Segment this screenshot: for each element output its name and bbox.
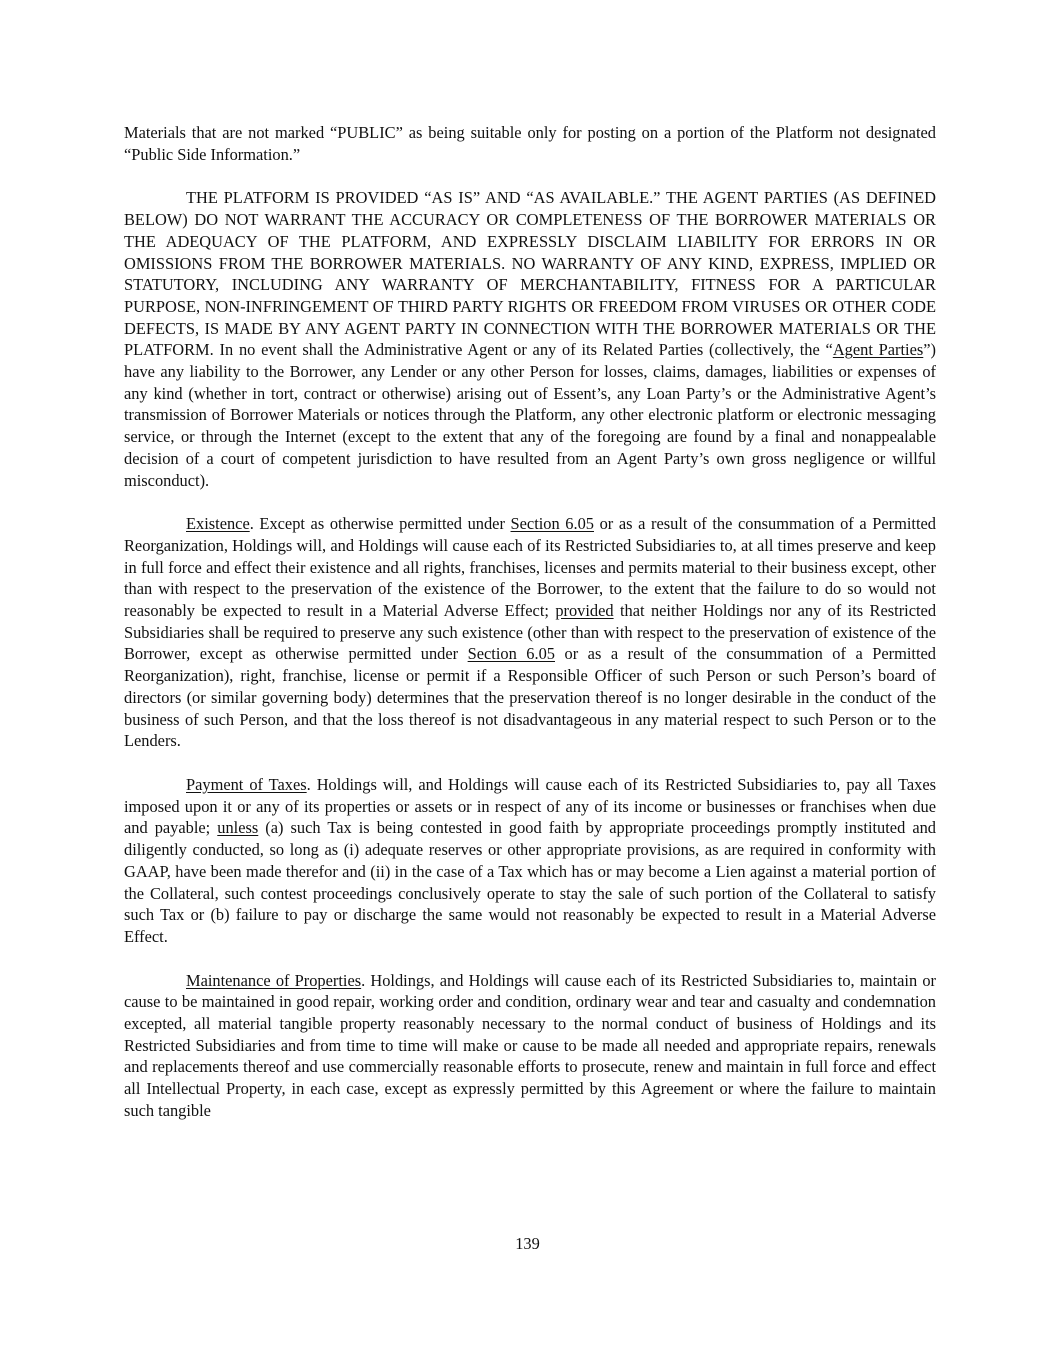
paragraph-text: . Except as otherwise permitted under [249,514,511,534]
page-number: 139 [515,1234,540,1253]
paragraph-text: . Holdings will, and Holdings will cause each of its Restricted Subsidiaries to, pay all Taxes imposed upon it or any of its properties or assets or in respect of any of its income or businesses or franchises when due and payable; [124,774,936,838]
section-heading-existence: Existence [186,514,250,534]
paragraph-materials-public [124,122,936,165]
section-heading-payment-of-taxes: Payment of Taxes [186,774,307,794]
paragraph-text: that neither Holdings nor any of its Restricted Subsidiaries shall be required to preserve any such existence (other than with respect to the preservation of existence of the Borrower, except as otherwise permitted under [124,601,937,664]
paragraph-existence [124,513,936,752]
section-reference: Section 6.05 [510,514,594,534]
paragraph-text: or as a result of the consummation of a Permitted Reorganization, Holdings will, and Holdings will cause each of its Restricted Subsidiaries to, at all times preserve and keep in full force and effect their existence and all rights, franchises, licenses and permits material to their business except, other than with respect to the preservation of the existence of the Borrower, to the extent that the failure to do so would not reasonably be expected to result in a Material Adverse Effect; [124,514,936,621]
paragraph-payment-of-taxes [124,774,936,948]
body-text [124,122,936,1144]
paragraph-text: ”) have any liability to the Borrower, any Lender or any other Person for losses, claims, damages, liabilities or expenses of any kind (whether in tort, contract or otherwise) arising out of Essent’s, any Loan Party’s or the Administrative Agent’s transmission of Borrower Materials or notices through the Platform, any other electronic platform or electronic messaging service, or through the Internet (except to the extent that any of the foregoing are found by a final and nonappealable decision of a court of competent jurisdiction to have resulted from an Agent Party’s own gross negligence or willful misconduct). [124,340,937,490]
section-reference: Section 6.05 [467,644,555,664]
paragraph-maintenance-of-properties [124,970,936,1122]
section-heading-maintenance-of-properties: Maintenance of Properties [186,970,362,990]
condition-term-unless: unless [217,818,259,838]
paragraph-text: . Holdings, and Holdings will cause each of its Restricted Subsidiaries to, maintain or cause to be maintained in good repair, working order and condition, ordinary wear and tear and casualty and condemnation excepted, all material tangible property reasonably necessary to the normal conduct of business of Holdings and its Restricted Subsidiaries and from time to time will make or cause to be made all needed and appropriate repairs, renewals and replacements thereof and use commercially reasonable efforts to prosecute, renew and maintain in full force and effect all Intellectual Property, in each case, except as expressly permitted by this Agreement or where the failure to maintain such tangible [124,970,937,1120]
proviso-term: provided [555,601,614,621]
paragraph-text: (a) such Tax is being contested in good faith by appropriate proceedings promptly instituted and diligently conducted, so long as (i) adequate reserves or other appropriate provisions, as are required in conformity with GAAP, have been made therefor and (ii) in the case of a Tax which has or may become a Lien against a material portion of the Collateral, such contest proceedings conclusively operate to stay the sale of such portion of the Collateral to satisfy such Tax or (b) failure to pay or discharge the same would not reasonably be expected to result in a Material Adverse Effect. [124,818,936,946]
paragraph-text: Materials that are not marked “PUBLIC” as being suitable only for posting on a portion of the Platform not designated “Public Side Information.” [124,123,936,164]
paragraph-text: THE PLATFORM IS PROVIDED “AS IS” AND “AS AVAILABLE.” THE AGENT PARTIES (AS DEFINED BELOW) DO NOT WARRANT THE ACCURACY OR COMPLETENESS OF THE BORROWER MATERIALS OR THE ADEQUACY OF THE PLATFORM, AND EXPRESSLY DISCLAIM LIABILITY FOR ERRORS IN OR OMISSIONS FROM THE BORROWER MATERIALS. NO WARRANTY OF ANY KIND, EXPRESS, IMPLIED OR STATUTORY, INCLUDING ANY WARRANTY OF MERCHANTABILITY, FITNESS FOR A PARTICULAR PURPOSE, NON-INFRINGEMENT OF THIRD PARTY RIGHTS OR FREEDOM FROM VIRUSES OR OTHER CODE DEFECTS, IS MADE BY ANY AGENT PARTY IN CONNECTION WITH THE BORROWER MATERIALS OR THE PLATFORM. In no event shall the Administrative Agent or any of its Related Parties (collectively, the “ [124,188,936,360]
paragraph-platform-disclaimer [124,187,936,491]
paragraph-text: or as a result of the consummation of a Permitted Reorganization), right, franchise, license or permit if a Responsible Officer of such Person or such Person’s board of directors (or similar governing body) determines that the preservation thereof is no longer desirable in the conduct of the business of such Person, and that the loss thereof is not disadvantageous in any material respect to such Person or to the Lenders. [124,644,936,751]
defined-term-agent-parties: Agent Parties [832,340,924,360]
